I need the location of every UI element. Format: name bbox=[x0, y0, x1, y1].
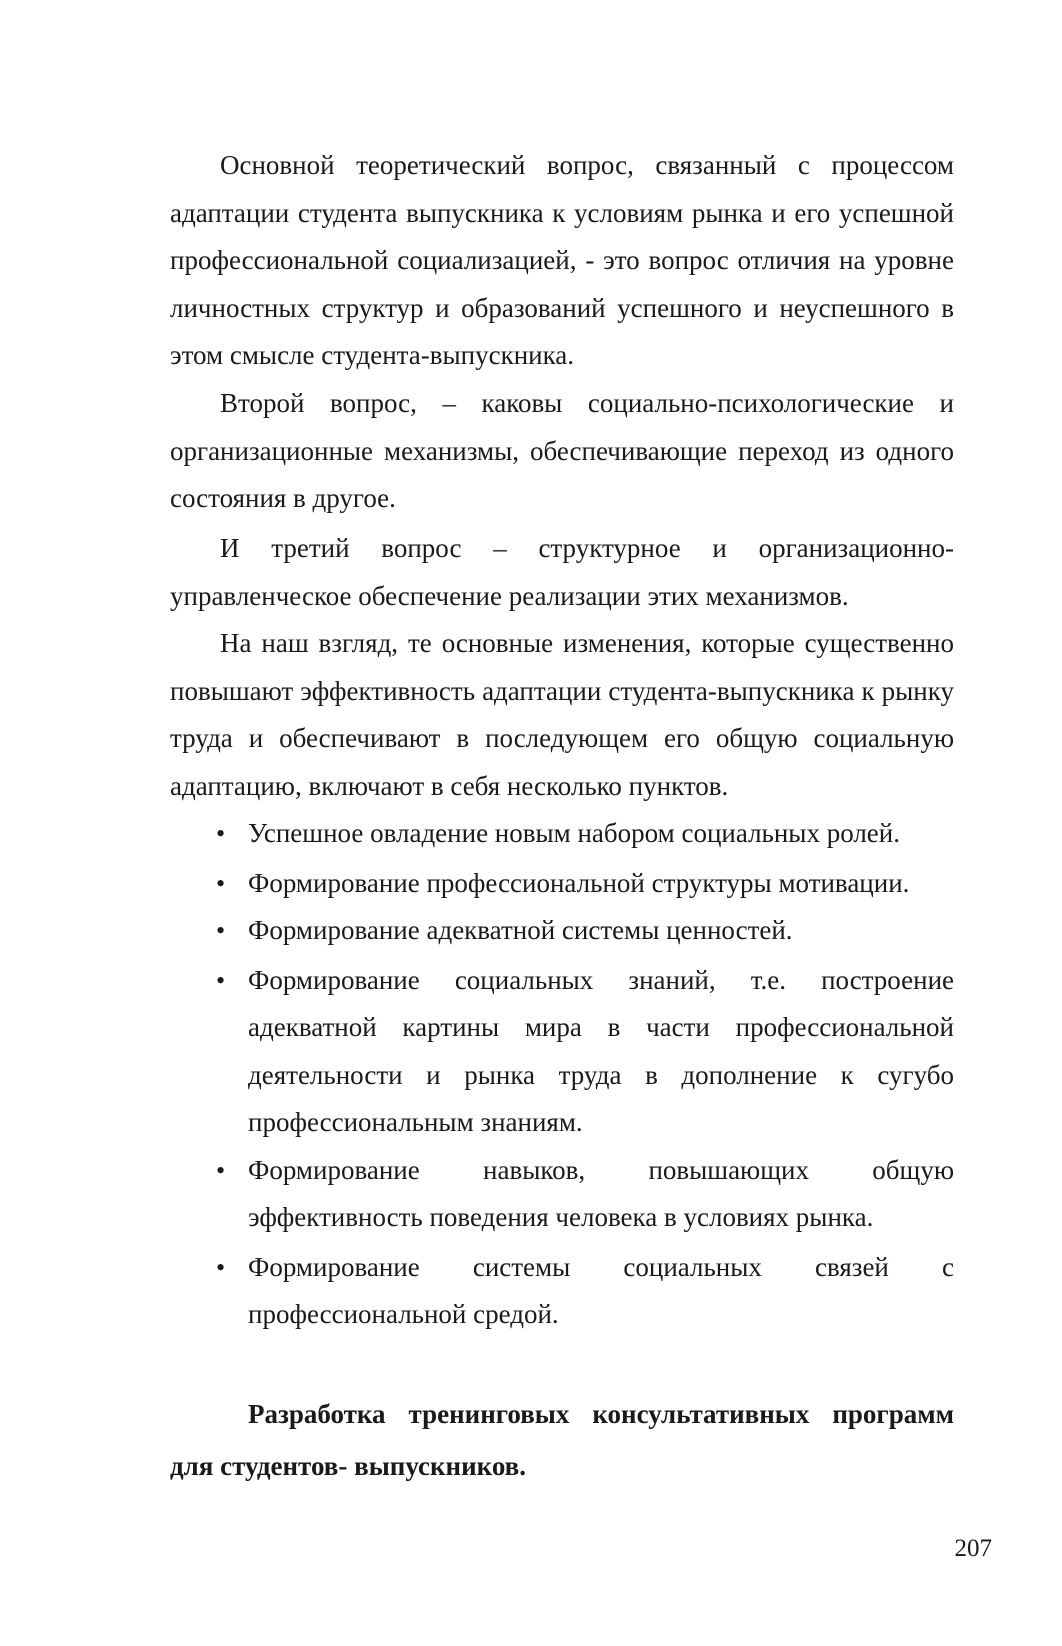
paragraph-changes-intro: На наш взгляд, те основные изменения, которые существенно повышают эффективность адаптации студента-выпускника к рынку труда и обеспечивают в последующем его общую социальную адаптацию, включают в себя несколько пунктов. bbox=[170, 628, 954, 801]
list-item: • Формирование социальных знаний, т.е. построение адекватной картины мира в части профессиональной деятельности и рынка труда в дополнение к сугубо профессиональным знаниям. bbox=[170, 957, 954, 1147]
list-item: • Формирование профессиональной структуры мотивации. bbox=[170, 860, 954, 908]
list-item: • Успешное овладение новым набором социальных ролей. bbox=[170, 810, 954, 858]
list-item: • Формирование навыков, повышающих общую эффективность поведения человека в условиях рынка. bbox=[170, 1147, 954, 1242]
paragraph-second-question: Второй вопрос, – каковы социально-психологические и организационные механизмы, обеспечивающие переход из одного состояния в другое. bbox=[170, 388, 954, 513]
paragraph-main-question: Основной теоретический вопрос, связанный с процессом адаптации студента выпускника к условиям рынка и его успешной профессиональной социализацией, - это вопрос отличия на уровне личностных структур и образований успешного и неуспешного в этом смысле студента-выпускника. bbox=[170, 150, 954, 370]
bullet-list bbox=[170, 810, 954, 1339]
list-item: • Формирование системы социальных связей с профессиональной средой. bbox=[170, 1244, 954, 1339]
section-heading: Разработка тренинговых консультативных программ для студентов- выпускников. bbox=[170, 1399, 954, 1481]
list-item: • Формирование адекватной системы ценностей. bbox=[170, 907, 954, 955]
paragraph-third-question: И третий вопрос – структурное и организационно-управленческое обеспечение реализации этих механизмов. bbox=[170, 533, 954, 611]
page-number: 207 bbox=[954, 1535, 992, 1562]
